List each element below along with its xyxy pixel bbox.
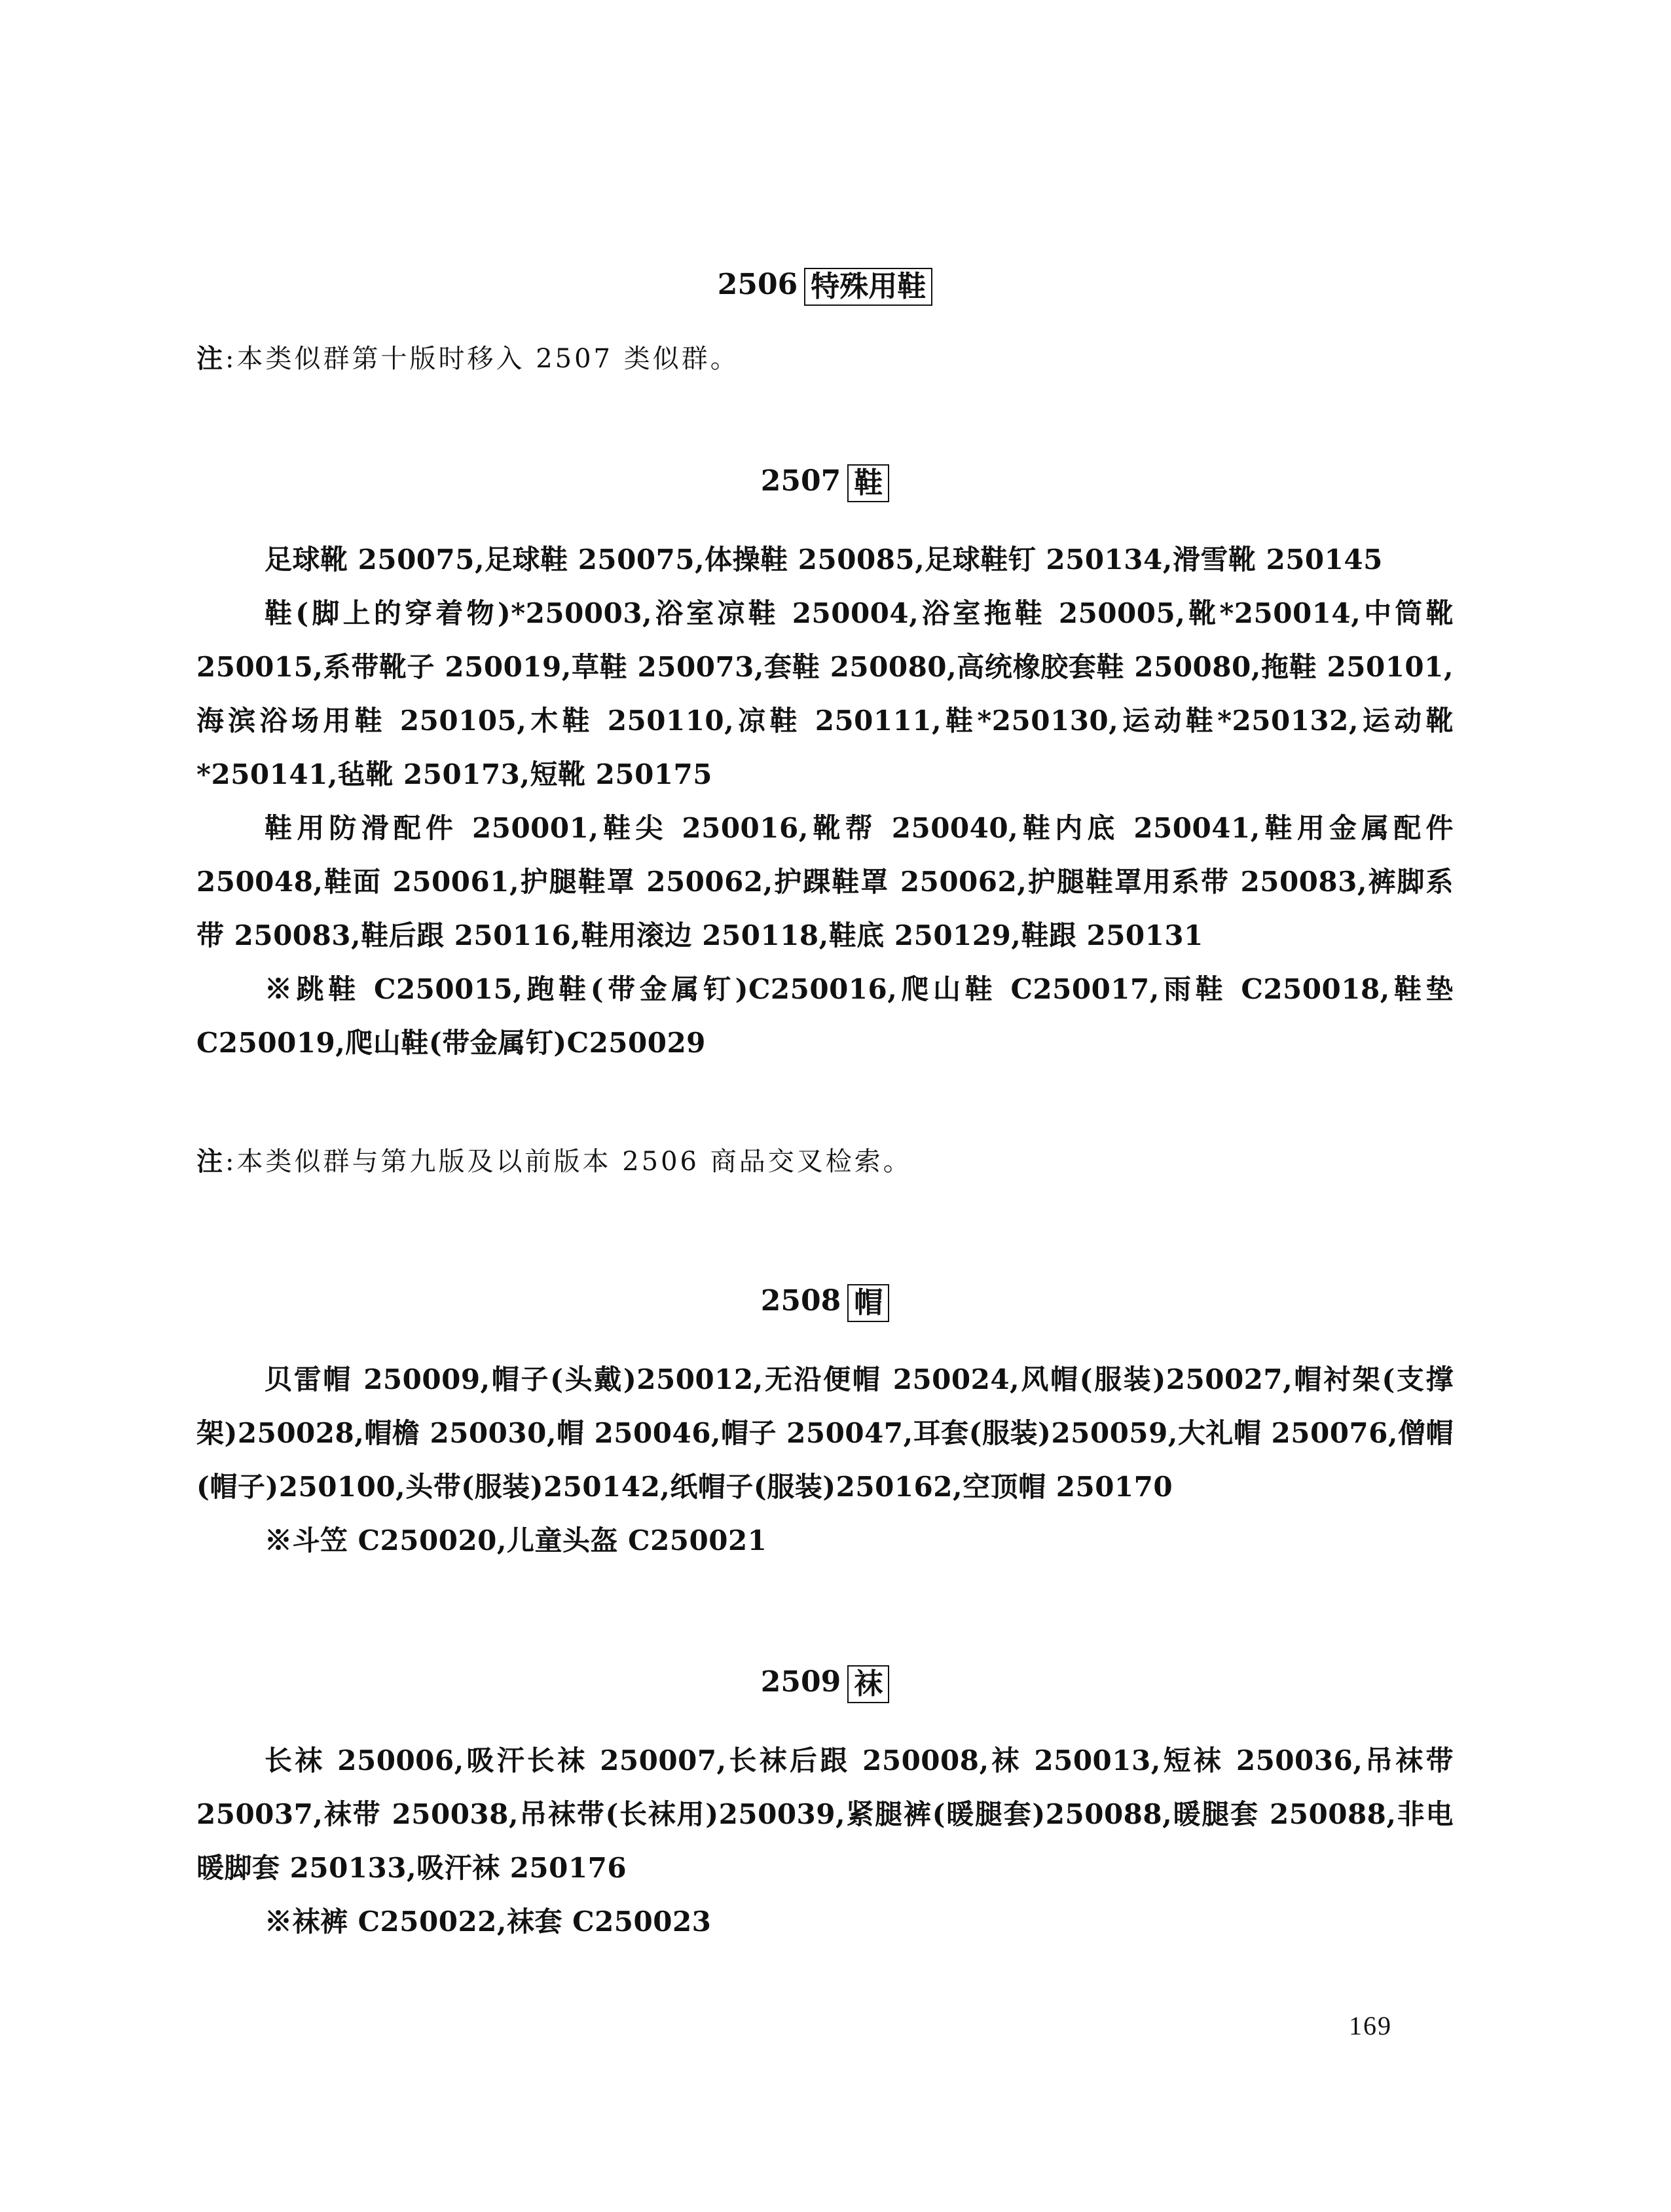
section-heading-2506: [196, 262, 1454, 308]
page-content: [196, 262, 1454, 1949]
note-text: :本类似群与第九版及以前版本 2506 商品交叉检索。: [225, 1147, 912, 1177]
section-body-2508: [196, 1353, 1454, 1568]
section-number: 2509: [760, 1665, 841, 1699]
section-title-box: 帽: [847, 1284, 889, 1322]
section-title-box: 特殊用鞋: [804, 268, 932, 306]
note-label: 注: [196, 1147, 225, 1177]
section-number: 2506: [717, 268, 798, 301]
goods-paragraph: 鞋用防滑配件 250001,鞋尖 250016,靴帮 250040,鞋内底 250041,鞋用金属配件 250048,鞋面 250061,护腿鞋罩 250062,护踝鞋罩 250062,护腿鞋罩用系带 250083,裤脚系带 250083,鞋后跟 250116,鞋用滚边 250118,鞋底 250129,鞋跟 250131: [196, 812, 1454, 951]
section-body-2507: [196, 533, 1454, 1070]
page-number: 169: [1349, 2011, 1392, 2040]
goods-paragraph: 贝雷帽 250009,帽子(头戴)250012,无沿便帽 250024,风帽(服装)250027,帽衬架(支撑架)250028,帽檐 250030,帽 250046,帽子 250047,耳套(服装)250059,大礼帽 250076,僧帽(帽子)250100,头带(服装)250142,纸帽子(服装)250162,空顶帽 250170: [196, 1363, 1454, 1503]
goods-paragraph: 鞋(脚上的穿着物)*250003,浴室凉鞋 250004,浴室拖鞋 250005,靴*250014,中筒靴 250015,系带靴子 250019,草鞋 250073,套鞋 250080,高统橡胶套鞋 250080,拖鞋 250101,海滨浴场用鞋 250105,木鞋 250110,凉鞋 250111,鞋*250130,运动鞋*250132,运动靴*250141,毡靴 250173,短靴 250175: [196, 597, 1454, 790]
goods-paragraph: ※袜裤 C250022,袜套 C250023: [265, 1906, 712, 1938]
goods-paragraph: ※斗笠 C250020,儿童头盔 C250021: [265, 1524, 767, 1557]
note-text: :本类似群第十版时移入 2507 类似群。: [225, 344, 739, 374]
goods-paragraph: 长袜 250006,吸汗长袜 250007,长袜后跟 250008,袜 250013,短袜 250036,吊袜带 250037,袜带 250038,吊袜带(长袜用)250039,紧腿裤(暖腿套)250088,暖腿套 250088,非电暖脚套 250133,吸汗袜 250176: [196, 1744, 1454, 1884]
section-heading-2508: [196, 1278, 1454, 1324]
goods-paragraph: 足球靴 250075,足球鞋 250075,体操鞋 250085,足球鞋钉 250134,滑雪靴 250145: [265, 544, 1383, 576]
section-note-2506: [196, 339, 1454, 378]
section-heading-2507: [196, 458, 1454, 504]
section-heading-2509: [196, 1659, 1454, 1705]
section-title-box: 鞋: [847, 464, 889, 502]
section-number: 2508: [760, 1284, 841, 1318]
section-title-box: 袜: [847, 1665, 889, 1703]
section-number: 2507: [760, 464, 841, 498]
section-note-2507: [196, 1142, 1454, 1181]
goods-paragraph: ※跳鞋 C250015,跑鞋(带金属钉)C250016,爬山鞋 C250017,雨鞋 C250018,鞋垫 C250019,爬山鞋(带金属钉)C250029: [196, 973, 1454, 1059]
note-label: 注: [196, 344, 225, 374]
section-body-2509: [196, 1734, 1454, 1949]
